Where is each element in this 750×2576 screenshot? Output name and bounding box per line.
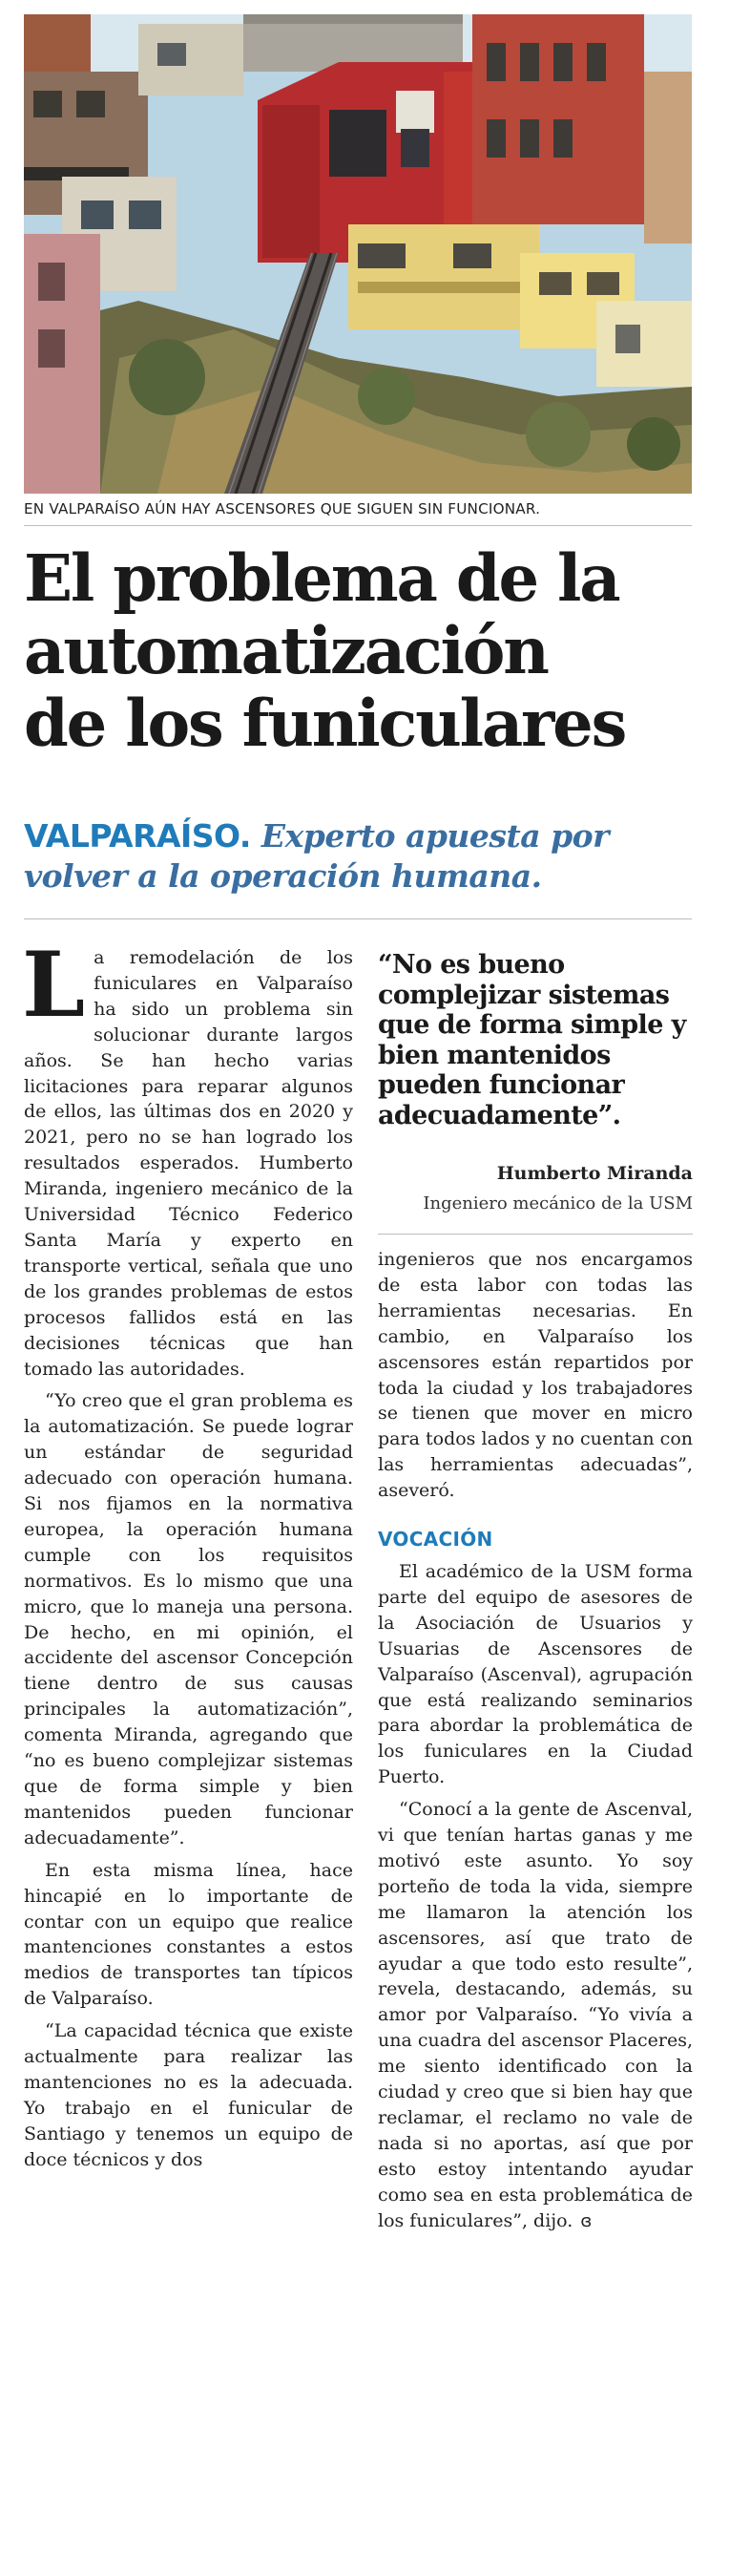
paragraph-5: ingenieros que nos encargamos de esta labor con todas las herramientas necesarias. En cambio, en Valparaíso los ascensores están repartidos por toda la ciudad y los trabajadores se tienen que mover en micro para todos lados y no cuentan con las herramientas adecuadas”, aseveró.	[378, 1249, 693, 1502]
article-photo	[24, 14, 692, 494]
article-column-right	[378, 1247, 693, 2235]
subhead-text-2: volver a la operación humana.	[24, 857, 542, 895]
subhead-location: VALPARAÍSO.	[24, 817, 251, 855]
headline-line-2: automatización	[24, 613, 548, 688]
article-headline	[24, 542, 692, 760]
funicular-illustration	[24, 14, 692, 494]
paragraph-1: La remodelación de los funiculares en Valparaíso ha sido un problema sin solucionar durante largos años. Se han hecho varias licitaciones para reparar algunos de ellos, las últimas dos en 2020 y 2021, pero no se han logrado los resultados esperados. Humberto Miranda, ingeniero mecánico de la Universidad Técnico Federico Santa María y experto en transporte vertical, señala que uno de los grandes problemas de estos procesos fallidos está en las decisiones técnicas que han tomado las autoridades.	[22, 933, 353, 1380]
pull-quote-author: Humberto Miranda	[496, 1163, 693, 1184]
paragraph-3: En esta misma línea, hace hincapié en lo importante de contar con un equipo que realice mantenciones constantes a estos medios de transportes tan típicos de Valparaíso.	[24, 1859, 353, 2010]
section-heading: VOCACIÓN	[378, 1528, 493, 1552]
paragraph-4: “La capacidad técnica que existe actualmente para realizar las mantenciones no es la adecuada. Yo trabajo en el funicular de Santiago y tenemos un equipo de doce técnicos y dos	[24, 2020, 353, 2170]
subhead-text-1: Experto apuesta por	[250, 817, 610, 855]
drop-cap: L	[22, 933, 86, 1038]
paragraph-7: “Conocí a la gente de Ascenval, vi que tenían hartas ganas y me motivó este asunto. Yo soy porteño de toda la vida, siempre me llamaron la atención los ascensores, así que trato de ayudar a que todo esto resulte”, revela, destacando, además, su amor por Valparaíso. “Yo vivía a una cuadra del ascensor Placeres, me siento identificado con la ciudad y creo que si bien hay que reclamar, el reclamo no vale de nada si no aportas, así que por esto estoy intentando ayudar como sea en esta problemática de los funiculares”, dijo. ɞ	[378, 1799, 693, 2231]
caption-divider	[24, 525, 692, 526]
article-column-left	[22, 933, 353, 2173]
pull-quote-role: Ingeniero mecánico de la USM	[423, 1193, 693, 1214]
paragraph-2: “Yo creo que el gran problema es la automatización. Se puede lograr un estándar de seguridad adecuado con operación humana. Si nos fijamos en la normativa europea, la operación humana cumple con los requisitos normativos. Es lo mismo que una micro, que lo maneja una persona. De hecho, en mi opinión, el accidente del ascensor Concepción tiene dentro de sus causas principales la automatización”, comenta Miranda, agregando que “no es bueno complejizar sistemas que de forma simple y bien mantenidos pueden funcionar adecuadamente”.	[24, 1390, 353, 1848]
end-mark-icon: ɞ	[580, 2210, 593, 2231]
article-subhead	[24, 816, 692, 897]
headline-line-1: El problema de la	[24, 540, 619, 616]
paragraph-6: El académico de la USM forma parte del equipo de asesores de la Asociación de Usuarios y Usuarias de Ascensores de Valparaíso (Ascenval), agrupación que está realizando seminarios para abordar la problemática de los funiculares en la Ciudad Puerto.	[378, 1560, 693, 1788]
headline-line-3: de los funiculares	[24, 686, 626, 761]
pull-quote: “No es bueno complejizar sistemas que de forma simple y bien mantenidos pueden funcionar adecuadamente”.	[378, 950, 686, 1130]
photo-caption: EN VALPARAÍSO AÚN HAY ASCENSORES QUE SIGUEN SIN FUNCIONAR.	[24, 500, 541, 517]
pull-quote-divider	[378, 1234, 693, 1235]
subhead-divider	[24, 918, 692, 919]
